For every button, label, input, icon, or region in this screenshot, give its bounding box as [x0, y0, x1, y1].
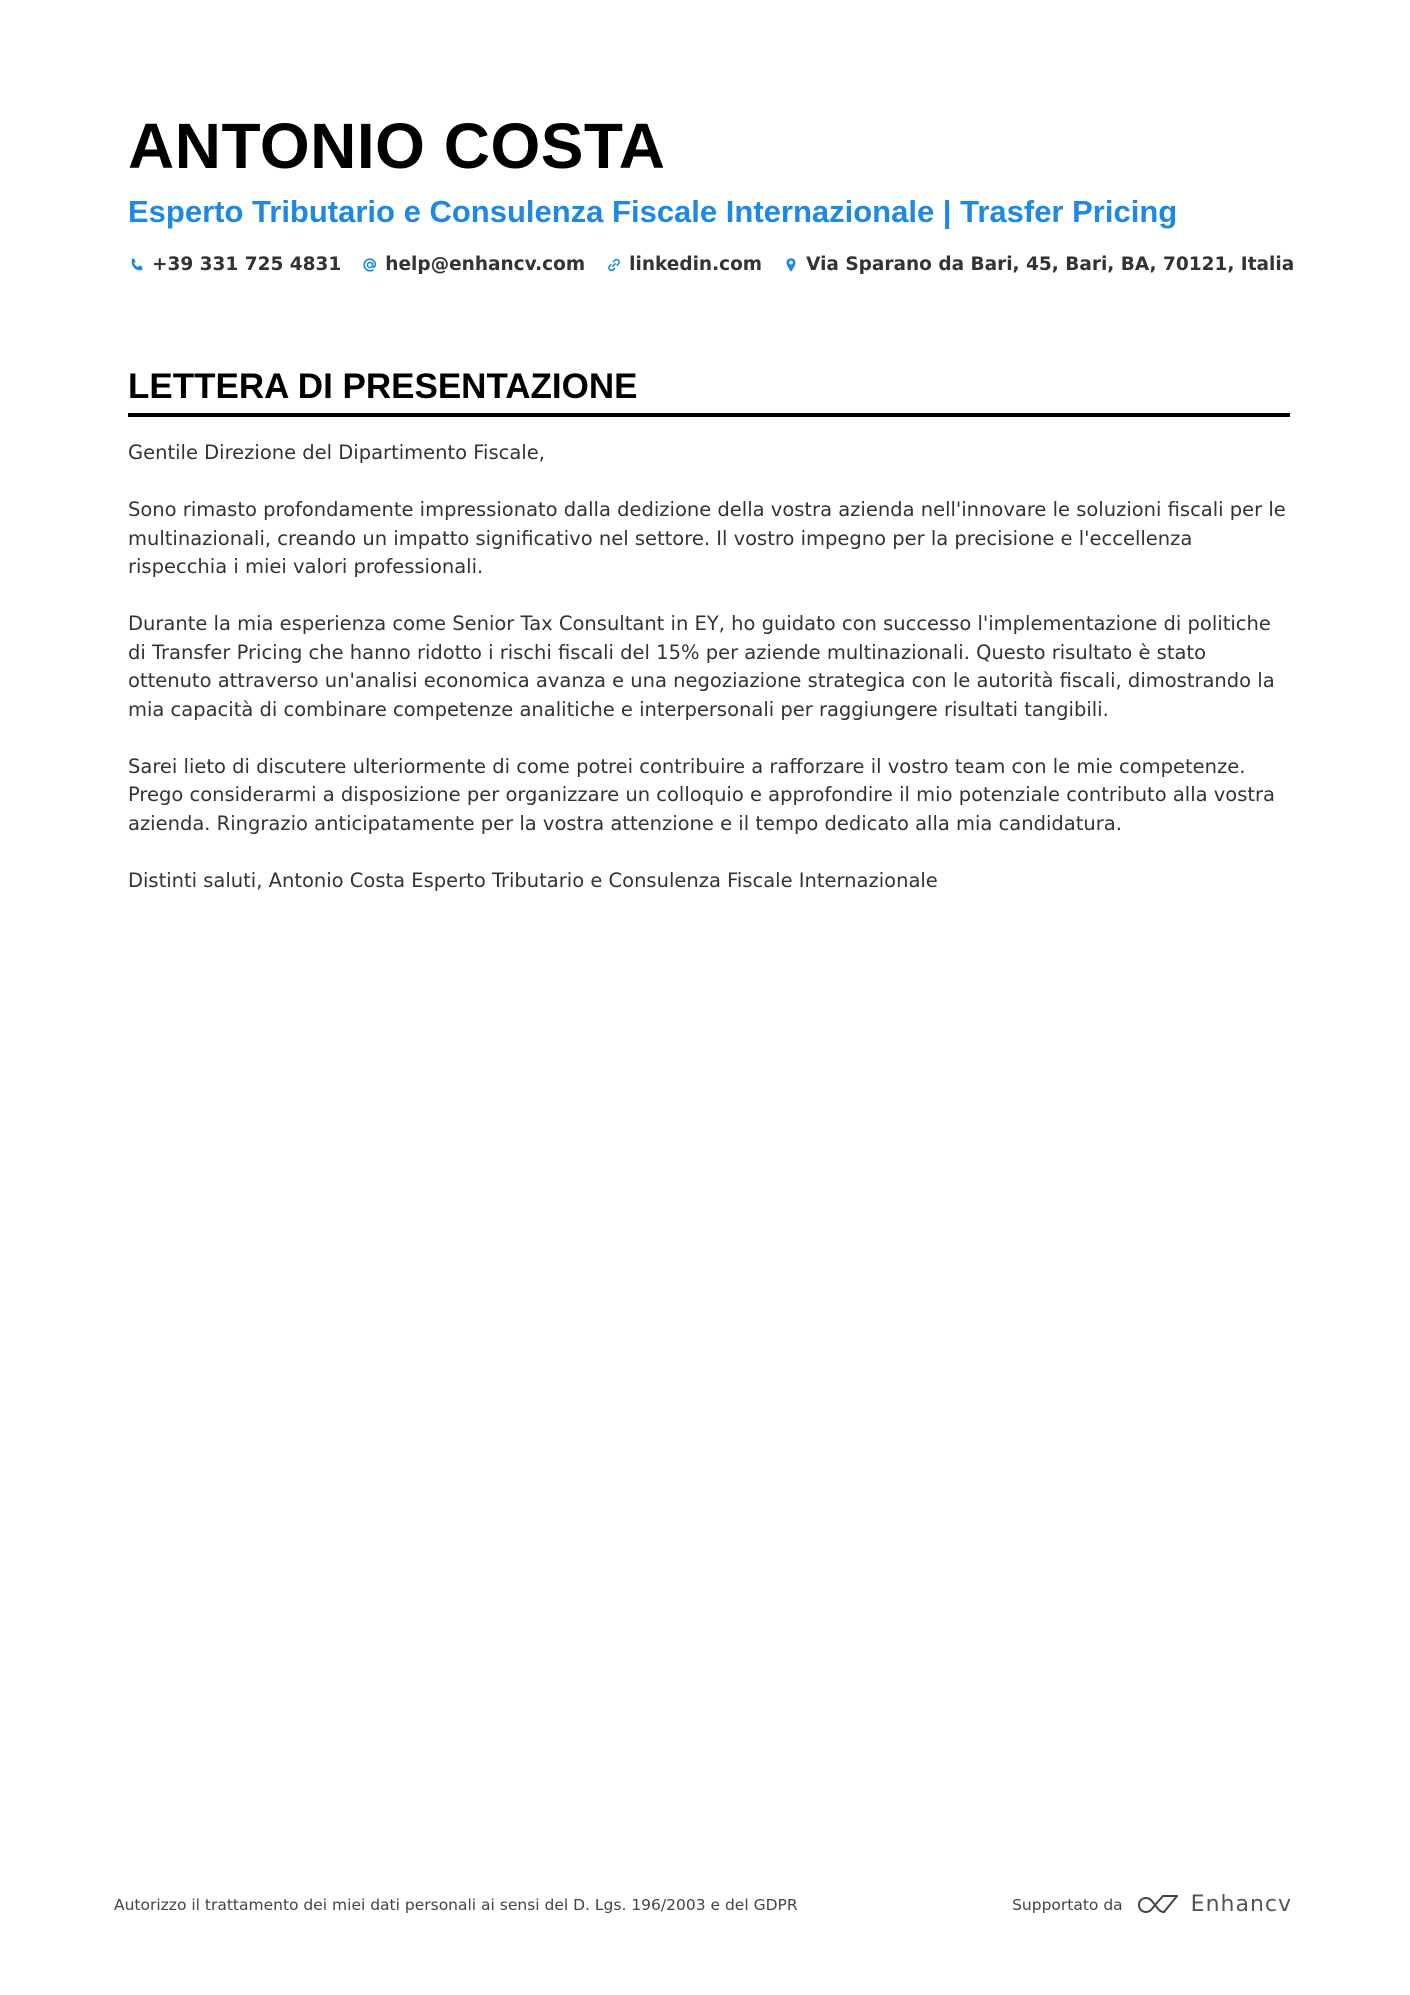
contact-address: [782, 254, 1294, 275]
letter-paragraph: Sarei lieto di discutere ulteriormente di come potrei contribuire a rafforzare il vostro team con le mie competenze. Prego considerarmi a disposizione per organizzare un colloquio e approfondire il mio potenziale contributo alla vostra azienda. Ringrazio anticipatamente per la vostra attenzione e il tempo dedicato alla mia candidatura.: [128, 754, 1276, 835]
contact-email: [361, 254, 585, 275]
letter-body: [128, 439, 1290, 895]
map-pin-icon: [782, 256, 800, 274]
header: [128, 108, 1295, 275]
contact-phone: [128, 254, 341, 275]
candidate-title: Esperto Tributario e Consulenza Fiscale Internazionale | Trasfer Pricing: [128, 194, 1178, 229]
phone-icon: [128, 256, 146, 274]
candidate-name: ANTONIO COSTA: [128, 110, 666, 182]
footer: [114, 1892, 1292, 1917]
supported-by-label: Supportato da: [1012, 1895, 1123, 1914]
letter-paragraph: Sono rimasto profondamente impressionato dalla dedizione della vostra azienda nell'innovare le soluzioni fiscali per le multinazionali, creando un impatto significativo nel settore. Il vostro impegno per la precisione e l'eccellenza rispecchia i miei valori professionali.: [128, 498, 1286, 578]
privacy-consent: Autorizzo il trattamento dei miei dati personali ai sensi del D. Lgs. 196/2003 e del GDPR: [114, 1895, 798, 1914]
phone-number: +39 331 725 4831: [152, 254, 342, 275]
at-icon: [361, 256, 379, 274]
letter-closing: Distinti saluti, Antonio Costa Esperto Tributario e Consulenza Fiscale Internazionale: [128, 868, 938, 892]
brand-name: Enhancv: [1190, 1892, 1292, 1917]
supported-by[interactable]: [1012, 1892, 1292, 1917]
contact-linkedin: [605, 254, 762, 275]
cover-letter-section: [128, 365, 1290, 924]
section-divider: [128, 413, 1290, 417]
address-text: Via Sparano da Bari, 45, Bari, BA, 70121, Italia: [806, 254, 1295, 275]
letter-paragraph: Durante la mia esperienza come Senior Tax Consultant in EY, ho guidato con successo l'implementazione di politiche di Transfer Pricing che hanno ridotto i rischi fiscali del 15% per aziende multinazionali. Questo risultato è stato ottenuto attraverso un'analisi economica avanza e una negoziazione strategica con le autorità fiscali, dimostrando la mia capacità di combinare competenze analitiche e interpersonali per raggiungere risultati tangibili.: [128, 612, 1275, 721]
letter-greeting: Gentile Direzione del Dipartimento Fiscale,: [128, 441, 545, 464]
section-title: LETTERA DI PRESENTAZIONE: [128, 367, 638, 406]
linkedin-link[interactable]: linkedin.com: [629, 254, 763, 275]
enhancv-logo-icon: [1135, 1893, 1181, 1917]
email-address[interactable]: help@enhancv.com: [385, 254, 586, 275]
contact-bar: [128, 254, 1295, 275]
link-icon: [605, 256, 623, 274]
